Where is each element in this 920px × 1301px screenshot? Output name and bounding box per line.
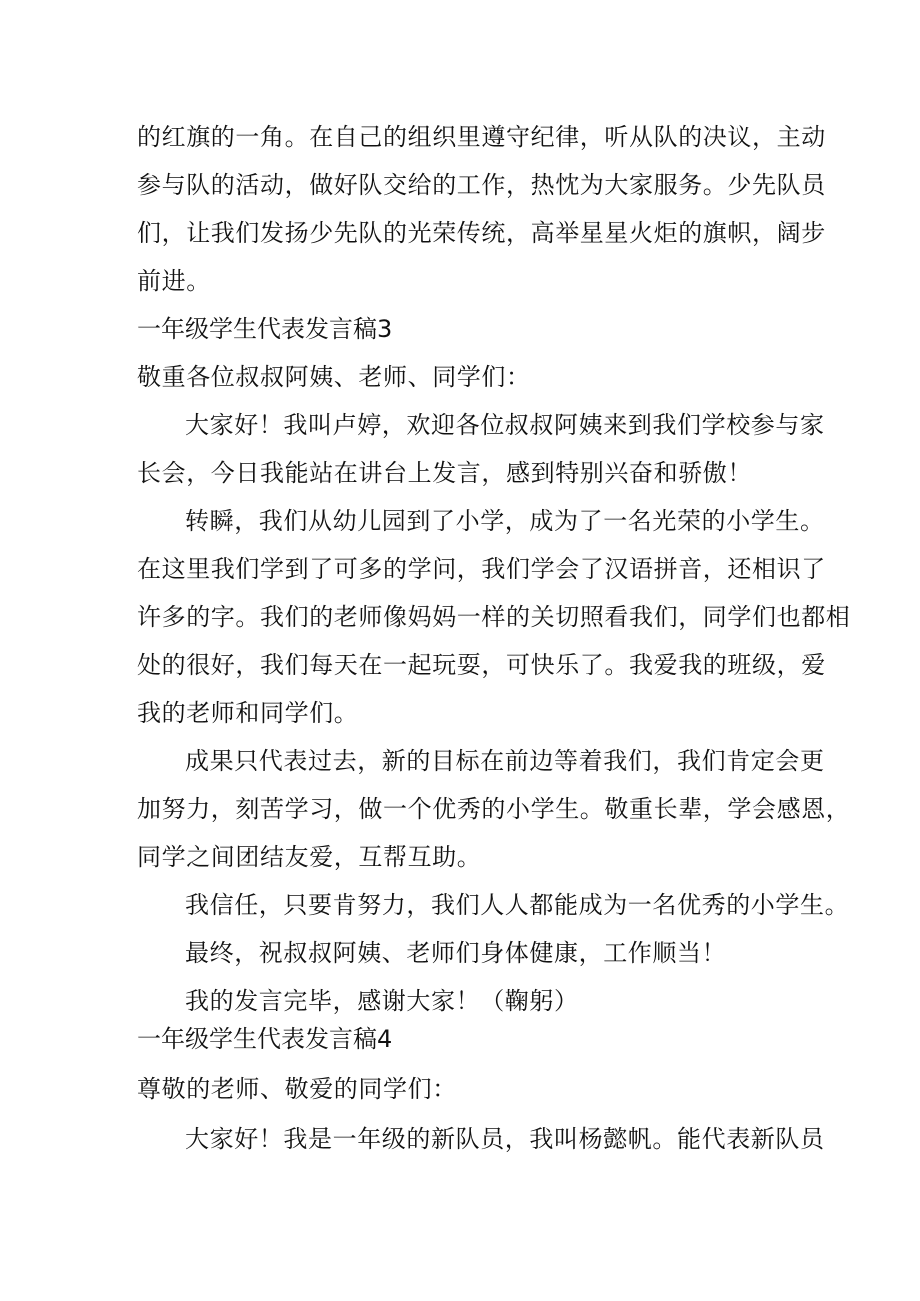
text-line: 在这里我们学到了可多的学问，我们学会了汉语拼音，还相识了 (137, 555, 826, 583)
paragraph-first-line: 我的发言完毕，感谢大家！（鞠躬） (185, 987, 579, 1015)
section-heading: 一年级学生代表发言稿3 (137, 315, 393, 343)
text-line: 参与队的活动，做好队交给的工作，热忱为大家服务。少先队员 (137, 171, 826, 199)
text-line: 们，让我们发扬少先队的光荣传统，高举星星火炬的旗帜，阔步 (137, 219, 826, 247)
salutation-line: 敬重各位叔叔阿姨、老师、同学们： (137, 363, 531, 391)
salutation-line: 尊敬的老师、敬爱的同学们： (137, 1075, 457, 1103)
text-line: 许多的字。我们的老师像妈妈一样的关切照看我们，同学们也都相 (137, 603, 851, 631)
text-line: 我的老师和同学们。 (137, 699, 359, 727)
paragraph-first-line: 最终，祝叔叔阿姨、老师们身体健康，工作顺当！ (185, 939, 727, 967)
text-line: 长会，今日我能站在讲台上发言，感到特别兴奋和骄傲！ (137, 459, 752, 487)
text-line: 前进。 (137, 267, 211, 295)
paragraph-first-line: 成果只代表过去，新的目标在前边等着我们，我们肯定会更 (185, 747, 825, 775)
text-line: 处的很好，我们每天在一起玩耍，可快乐了。我爱我的班级，爱 (137, 651, 826, 679)
paragraph-first-line: 我信任，只要肯努力，我们人人都能成为一名优秀的小学生。 (185, 891, 850, 919)
section-heading: 一年级学生代表发言稿4 (137, 1025, 393, 1053)
text-line: 同学之间团结友爱，互帮互助。 (137, 843, 482, 871)
text-line: 加努力，刻苦学习，做一个优秀的小学生。敬重长辈，学会感恩， (137, 795, 851, 823)
paragraph-first-line: 大家好！我是一年级的新队员，我叫杨懿帆。能代表新队员 (185, 1125, 825, 1153)
paragraph-first-line: 大家好！我叫卢婷，欢迎各位叔叔阿姨来到我们学校参与家 (185, 411, 825, 439)
paragraph-first-line: 转瞬，我们从幼儿园到了小学，成为了一名光荣的小学生。 (185, 507, 825, 535)
text-line: 的红旗的一角。在自己的组织里遵守纪律，听从队的决议，主动 (137, 123, 826, 151)
